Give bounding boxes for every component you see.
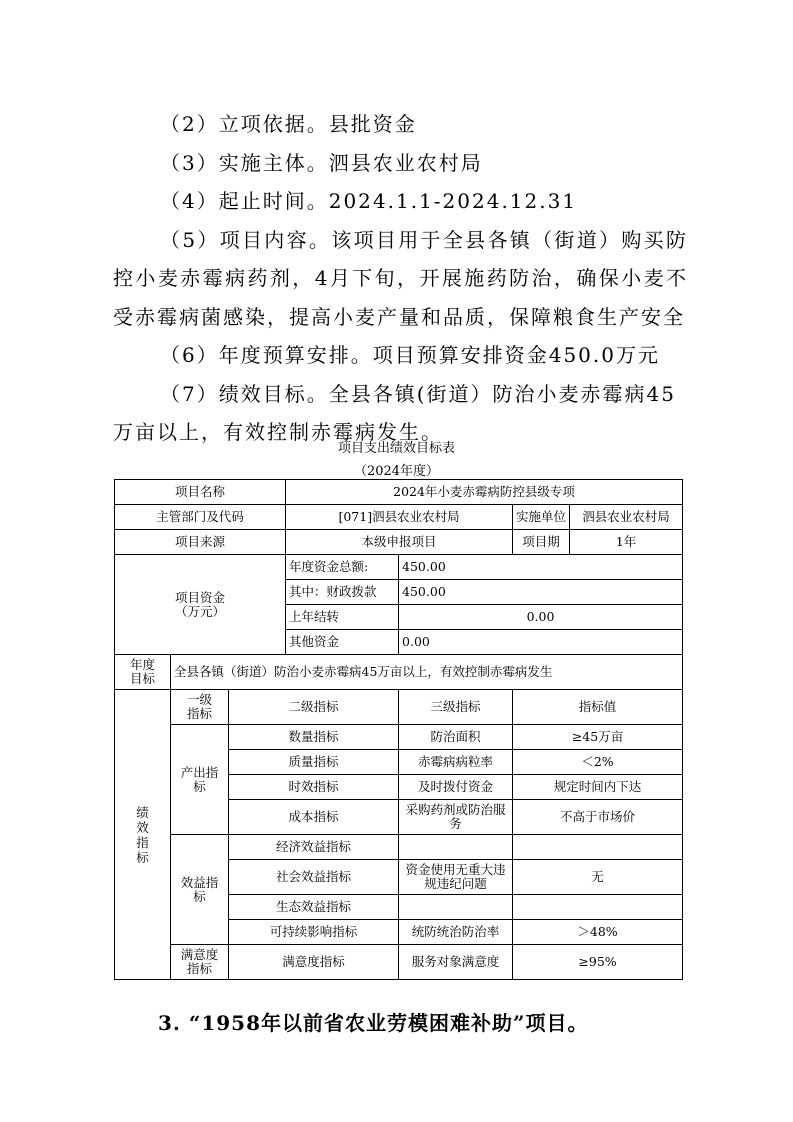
- benefit-value: [513, 835, 683, 860]
- satisfaction-label-line1: 满意度: [180, 947, 219, 962]
- body-paragraphs: [113, 105, 688, 452]
- header-level3: 三级指标: [399, 690, 513, 725]
- funds-label: 项目资金: [175, 589, 226, 605]
- header-level2: 二级指标: [229, 690, 399, 725]
- funds-unit: （万元）: [175, 603, 226, 619]
- funds-fiscal: 450.00: [399, 580, 683, 605]
- output-l3-line1: 采购药剂或防治服: [405, 802, 506, 817]
- benefit-l2: 经济效益指标: [229, 835, 399, 860]
- project-name-label: 项目名称: [115, 480, 286, 505]
- funds-total-label: 年度资金总额:: [286, 555, 399, 580]
- table-row: [115, 655, 683, 690]
- perf-label-char: 效: [136, 819, 149, 835]
- satisfaction-value: ≥95%: [513, 945, 683, 980]
- funds-fiscal-label: 其中：财政拨款: [286, 580, 399, 605]
- benefit-l2: 社会效益指标: [229, 860, 399, 895]
- output-l2: 数量指标: [229, 725, 399, 750]
- table-row: [115, 505, 683, 530]
- output-l2: 质量指标: [229, 750, 399, 775]
- table-row: [115, 835, 683, 860]
- source-value: 本级申报项目: [286, 530, 513, 555]
- perf-label-char: 绩: [136, 804, 149, 820]
- annual-goal: 全县各镇（街道）防治小麦赤霉病45万亩以上，有效控制赤霉病发生: [171, 655, 683, 690]
- funds-total: 450.00: [399, 555, 683, 580]
- project-name: 2024年小麦赤霉病防控县级专项: [286, 480, 683, 505]
- table-row: [115, 690, 683, 725]
- paragraph-content: （5）项目内容。该项目用于全县各镇（街道）购买防控小麦赤霉病药剂，4月下旬，开展施药防治，确保小麦不受赤霉病菌感染，提高小麦产量和品质，保障粮食生产安全: [113, 227, 688, 329]
- satisfaction-label-line2: 指标: [186, 961, 212, 976]
- annual-goal-label-line1: 年度: [129, 657, 155, 672]
- benefit-l2: 生态效益指标: [229, 895, 399, 920]
- paragraph-executor: （3）实施主体。泗县农业农村局: [160, 150, 483, 175]
- paragraph-goal: （7）绩效目标。全县各镇(街道）防治小麦赤霉病45万亩以上，有效控制赤霉病发生。: [113, 381, 676, 444]
- output-l2: 成本指标: [229, 800, 399, 835]
- perf-label-char: 标: [136, 849, 149, 865]
- output-label-line2: 标: [193, 778, 206, 794]
- output-label: [171, 725, 229, 835]
- benefit-l3: [399, 860, 513, 895]
- funds-carryover: 0.00: [399, 605, 683, 630]
- output-l2: 时效指标: [229, 775, 399, 800]
- table-row: [115, 725, 683, 750]
- output-value: 不高于市场价: [513, 800, 683, 835]
- perf-label: [115, 690, 171, 980]
- header-value: 指标值: [513, 690, 683, 725]
- benefit-l3-line1: 资金使用无重大违: [405, 862, 506, 877]
- table-title: 项目支出绩效目标表: [337, 441, 455, 456]
- benefit-value: [513, 895, 683, 920]
- funds-carryover-label: 上年结转: [286, 605, 399, 630]
- paragraph-period: （4）起止时间。2024.1.1-2024.12.31: [160, 189, 578, 213]
- annual-goal-label: [115, 655, 171, 690]
- output-value: ≥45万亩: [513, 725, 683, 750]
- paragraph-budget: （6）年度预算安排。项目预算安排资金450.0万元: [160, 343, 660, 367]
- output-value: 规定时间内下达: [513, 775, 683, 800]
- benefit-l3-line2: 规违纪问题: [424, 876, 487, 891]
- satisfaction-l2: 满意度指标: [229, 945, 399, 980]
- funds-label-cell: [115, 555, 286, 655]
- table-year: （2024年度）: [353, 464, 440, 479]
- dept-label: 主管部门及代码: [115, 505, 286, 530]
- benefit-l3: [399, 835, 513, 860]
- output-l3: 赤霉病病粒率: [399, 750, 513, 775]
- dept-value: [071]泗县农业农村局: [286, 505, 513, 530]
- benefit-l2: 可持续影响指标: [229, 920, 399, 945]
- output-l3: [399, 800, 513, 835]
- benefit-l3: [399, 895, 513, 920]
- table-row: [115, 530, 683, 555]
- period-value: 1年: [570, 530, 683, 555]
- header-level1-line1: 一级: [186, 692, 212, 707]
- funds-other: 0.00: [399, 630, 683, 655]
- output-l3: 及时拨付资金: [399, 775, 513, 800]
- output-l3: 防治面积: [399, 725, 513, 750]
- benefit-label-line2: 标: [193, 888, 206, 904]
- paragraph-basis-line: （2）立项依据。县批资金: [160, 112, 417, 136]
- benefit-l3: 统防统治防治率: [399, 920, 513, 945]
- impl-label: 实施单位: [513, 505, 570, 530]
- header-level1: [171, 690, 229, 725]
- performance-table: [114, 479, 683, 980]
- benefit-value: ＞48%: [513, 920, 683, 945]
- funds-other-label: 其他资金: [286, 630, 399, 655]
- section-heading: 3. “1958年以前省农业劳模困难补助”项目。: [158, 1011, 589, 1035]
- header-level1-line2: 指标: [186, 706, 212, 721]
- impl-value: 泗县农业农村局: [570, 505, 683, 530]
- annual-goal-label-line2: 目标: [129, 671, 155, 686]
- table-row: [115, 480, 683, 505]
- satisfaction-label: [171, 945, 229, 980]
- source-label: 项目来源: [115, 530, 286, 555]
- period-label: 项目期: [513, 530, 570, 555]
- table-row: [115, 945, 683, 980]
- benefit-value: 无: [513, 860, 683, 895]
- table-row: [115, 555, 683, 580]
- perf-label-char: 指: [136, 834, 149, 850]
- output-value: ＜2%: [513, 750, 683, 775]
- benefit-label: [171, 835, 229, 945]
- output-label-line1: 产出指: [180, 764, 219, 780]
- benefit-label-line1: 效益指: [180, 874, 219, 890]
- satisfaction-l3: 服务对象满意度: [399, 945, 513, 980]
- output-l3-line2: 务: [449, 816, 462, 831]
